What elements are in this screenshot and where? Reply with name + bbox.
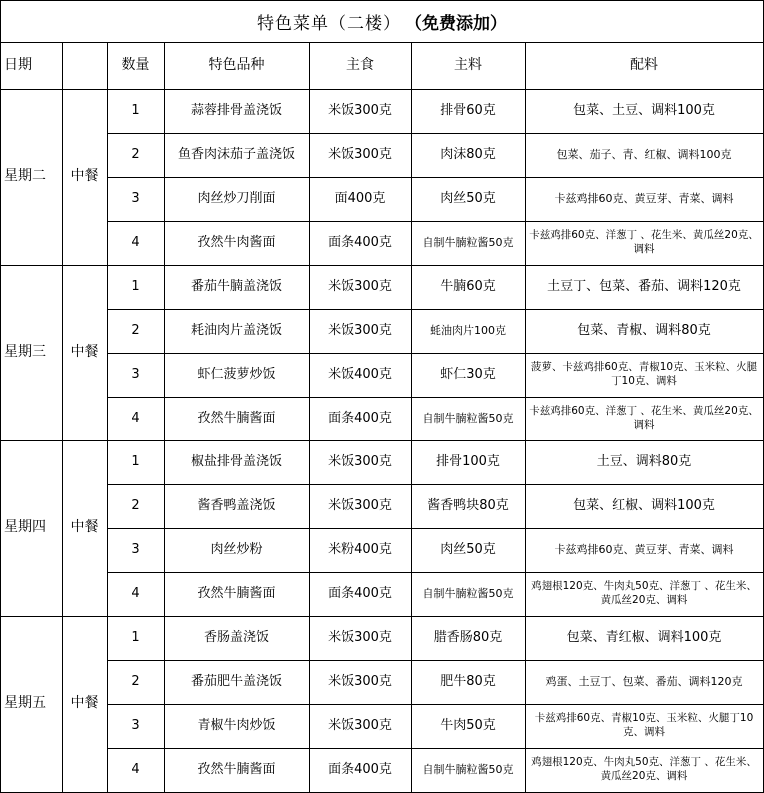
item-side: 卡兹鸡排60克、黄豆芽、青菜、调料 bbox=[554, 543, 734, 557]
grid-line bbox=[107, 528, 764, 529]
meal-label: 中餐 bbox=[70, 519, 99, 536]
header-blank bbox=[62, 42, 107, 89]
item-staple: 米饭300克 bbox=[328, 102, 392, 118]
grid-line bbox=[0, 440, 764, 441]
header-side: 配料 bbox=[630, 56, 658, 73]
item-number: 3 bbox=[131, 717, 140, 733]
item-main: 排骨100克 bbox=[436, 453, 500, 469]
day-label: 星期四 bbox=[4, 519, 46, 536]
item-staple: 面条400克 bbox=[328, 761, 392, 777]
grid-line bbox=[0, 42, 764, 43]
item-number: 1 bbox=[131, 278, 140, 294]
item-side: 卡兹鸡排60克、黄豆芽、青菜、调料 bbox=[554, 192, 734, 206]
item-staple: 面条400克 bbox=[328, 234, 392, 250]
header-main: 主料 bbox=[454, 56, 482, 73]
grid-line bbox=[0, 265, 764, 266]
grid-line bbox=[0, 0, 1, 793]
item-dish: 孜然牛腩酱面 bbox=[197, 585, 276, 601]
item-side: 包菜、青红椒、调料100克 bbox=[566, 629, 722, 645]
meal-label: 中餐 bbox=[70, 695, 99, 712]
item-main: 酱香鸭块80克 bbox=[427, 497, 509, 513]
item-side: 土豆、调料80克 bbox=[596, 453, 692, 469]
item-staple: 米饭300克 bbox=[328, 629, 392, 645]
item-main: 牛肉50克 bbox=[440, 717, 496, 733]
item-number: 4 bbox=[131, 410, 140, 426]
item-dish: 肉丝炒刀削面 bbox=[197, 190, 276, 206]
grid-line bbox=[107, 353, 764, 354]
item-staple: 米粉400克 bbox=[328, 541, 392, 557]
item-number: 4 bbox=[131, 585, 140, 601]
item-dish: 番茄牛腩盖浇饭 bbox=[190, 278, 282, 294]
meal-label: 中餐 bbox=[70, 344, 99, 361]
item-staple: 米饭300克 bbox=[328, 278, 392, 294]
item-main: 自制牛腩粒酱50克 bbox=[422, 587, 514, 601]
item-number: 3 bbox=[131, 366, 140, 382]
grid-line bbox=[107, 660, 764, 661]
item-dish: 蒜蓉排骨盖浇饭 bbox=[190, 102, 282, 118]
item-side: 菠萝、卡兹鸡排60克、青椒10克、玉米粒、火腿丁10克、调料 bbox=[530, 361, 758, 387]
grid-line bbox=[107, 133, 764, 134]
item-number: 4 bbox=[131, 234, 140, 250]
item-dish: 孜然牛肉酱面 bbox=[197, 234, 276, 250]
item-staple: 米饭400克 bbox=[328, 366, 392, 382]
header-staple: 主食 bbox=[346, 56, 374, 73]
grid-line bbox=[107, 397, 764, 398]
grid-line bbox=[411, 42, 412, 793]
grid-line bbox=[0, 89, 764, 90]
item-main: 自制牛腩粒酱50克 bbox=[422, 236, 514, 250]
item-dish: 肉丝炒粉 bbox=[210, 541, 263, 557]
item-side: 鸡蛋、土豆丁、包菜、番茄、调料120克 bbox=[545, 675, 743, 689]
grid-line bbox=[107, 704, 764, 705]
grid-line bbox=[164, 42, 165, 793]
item-dish: 香肠盖浇饭 bbox=[203, 629, 269, 645]
grid-line bbox=[525, 42, 526, 793]
item-side: 卡兹鸡排60克、青椒10克、玉米粒、火腿丁10克、调料 bbox=[534, 712, 754, 738]
item-dish: 青椒牛肉炒饭 bbox=[197, 717, 276, 733]
title-note: （免费添加） bbox=[405, 13, 507, 34]
day-label: 星期三 bbox=[4, 344, 46, 361]
item-staple: 面条400克 bbox=[328, 585, 392, 601]
grid-line bbox=[0, 0, 764, 1]
grid-line bbox=[0, 616, 764, 617]
grid-line bbox=[107, 221, 764, 222]
header-qty: 数量 bbox=[121, 56, 150, 73]
item-main: 自制牛腩粒酱50克 bbox=[422, 412, 514, 426]
item-side: 鸡翅根120克、牛肉丸50克、洋葱丁 、花生米、黄瓜丝20克、调料 bbox=[531, 756, 757, 782]
item-number: 2 bbox=[131, 673, 140, 689]
grid-line bbox=[309, 42, 310, 793]
grid-line bbox=[107, 309, 764, 310]
item-number: 1 bbox=[131, 629, 140, 645]
item-staple: 米饭300克 bbox=[328, 146, 392, 162]
header-dish: 特色品种 bbox=[208, 56, 265, 73]
grid-line bbox=[107, 42, 108, 793]
item-side: 包菜、红椒、调料100克 bbox=[573, 497, 715, 513]
item-dish: 耗油肉片盖浇饭 bbox=[190, 322, 282, 338]
item-staple: 米饭300克 bbox=[328, 673, 392, 689]
menu-title bbox=[0, 0, 764, 42]
item-side: 卡兹鸡排60克、洋葱丁 、花生米、黄瓜丝20克、调料 bbox=[529, 405, 759, 431]
item-staple: 米饭300克 bbox=[328, 322, 392, 338]
item-staple: 面条400克 bbox=[328, 410, 392, 426]
grid-line bbox=[107, 177, 764, 178]
header-date: 日期 bbox=[4, 56, 32, 73]
item-side: 土豆丁、包菜、番茄、调料120克 bbox=[547, 278, 741, 294]
item-number: 3 bbox=[131, 541, 140, 557]
item-main: 蚝油肉片100克 bbox=[430, 324, 506, 338]
item-main: 肉沫80克 bbox=[440, 146, 496, 162]
grid-line bbox=[62, 42, 63, 793]
item-dish: 虾仁菠萝炒饭 bbox=[197, 366, 276, 382]
item-main: 自制牛腩粒酱50克 bbox=[422, 763, 514, 777]
item-main: 虾仁30克 bbox=[440, 366, 496, 382]
item-dish: 番茄肥牛盖浇饭 bbox=[190, 673, 282, 689]
item-dish: 鱼香肉沫茄子盖浇饭 bbox=[177, 146, 295, 162]
item-dish: 酱香鸭盖浇饭 bbox=[197, 497, 276, 513]
item-staple: 米饭300克 bbox=[328, 497, 392, 513]
item-dish: 孜然牛腩酱面 bbox=[197, 761, 276, 777]
item-side: 包菜、青椒、调料80克 bbox=[577, 322, 711, 338]
item-side: 鸡翅根120克、牛肉丸50克、洋葱丁 、花生米、黄瓜丝20克、调料 bbox=[531, 580, 757, 606]
item-number: 1 bbox=[131, 102, 140, 118]
item-main: 肉丝50克 bbox=[440, 541, 496, 557]
item-side: 包菜、茄子、青、红椒、调料100克 bbox=[556, 148, 732, 162]
item-dish: 椒盐排骨盖浇饭 bbox=[190, 453, 282, 469]
day-label: 星期二 bbox=[4, 168, 46, 185]
item-number: 4 bbox=[131, 761, 140, 777]
item-number: 2 bbox=[131, 146, 140, 162]
item-main: 腊香肠80克 bbox=[433, 629, 503, 645]
item-staple: 米饭300克 bbox=[328, 453, 392, 469]
item-staple: 面400克 bbox=[334, 190, 386, 206]
grid-line bbox=[107, 748, 764, 749]
meal-label: 中餐 bbox=[70, 168, 99, 185]
item-dish: 孜然牛腩酱面 bbox=[197, 410, 276, 426]
item-number: 1 bbox=[131, 453, 140, 469]
grid-line bbox=[107, 484, 764, 485]
grid-line bbox=[107, 572, 764, 573]
item-number: 3 bbox=[131, 190, 140, 206]
item-number: 2 bbox=[131, 322, 140, 338]
day-label: 星期五 bbox=[4, 695, 46, 712]
item-side: 包菜、土豆、调料100克 bbox=[573, 102, 715, 118]
item-side: 卡兹鸡排60克、洋葱丁 、花生米、黄瓜丝20克、调料 bbox=[529, 229, 759, 255]
item-main: 牛腩60克 bbox=[440, 278, 496, 294]
title-main: 特色菜单（二楼） bbox=[257, 13, 401, 34]
item-main: 肥牛80克 bbox=[440, 673, 496, 689]
item-staple: 米饭300克 bbox=[328, 717, 392, 733]
item-main: 肉丝50克 bbox=[440, 190, 496, 206]
item-main: 排骨60克 bbox=[440, 102, 496, 118]
item-number: 2 bbox=[131, 497, 140, 513]
